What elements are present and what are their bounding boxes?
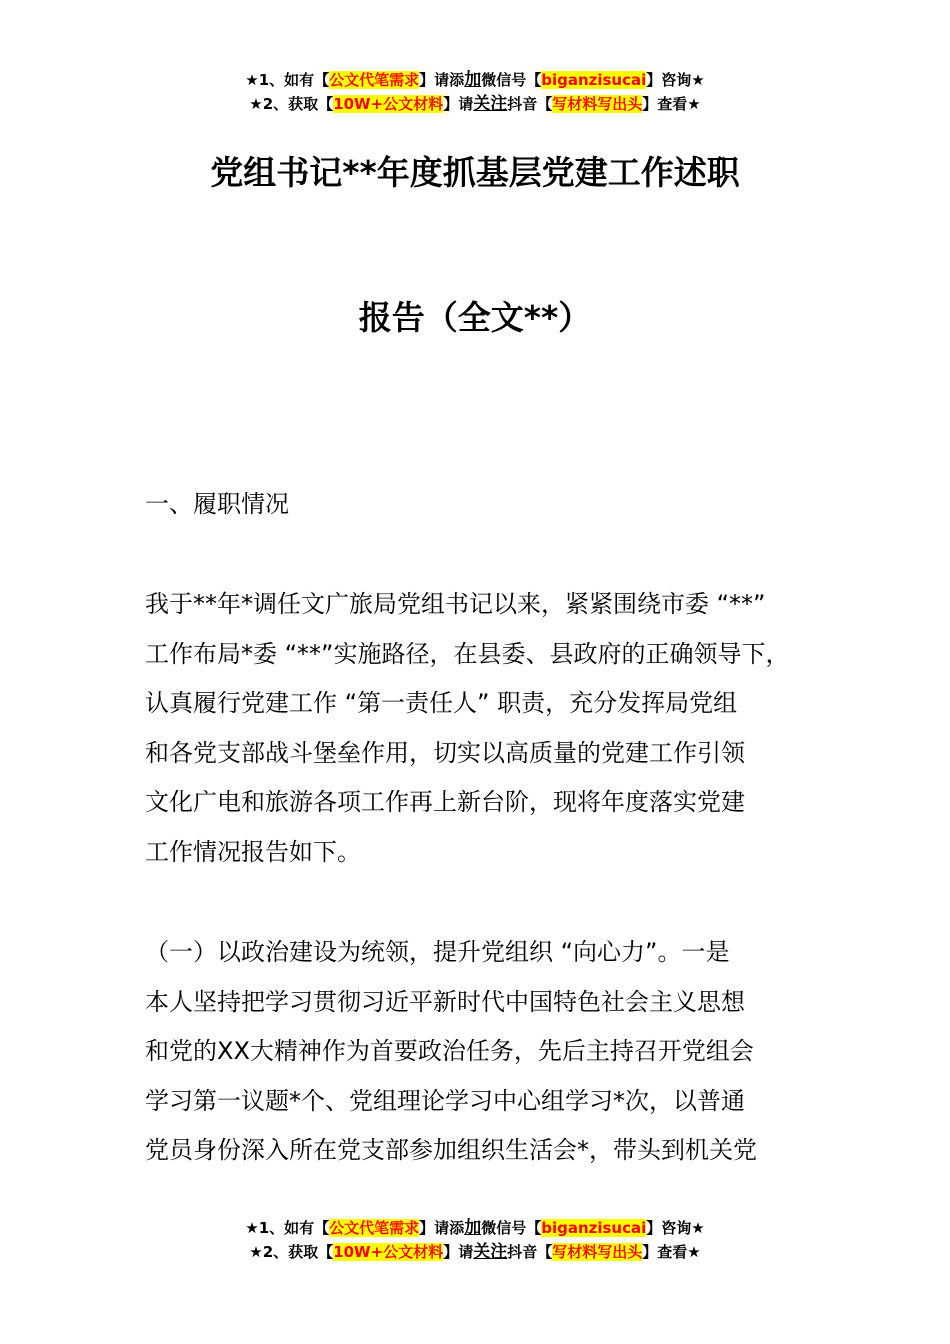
banner-highlight: 公文代笔需求 xyxy=(329,71,420,89)
banner-text: ★2、获取【 xyxy=(249,95,334,113)
banner-line-2 xyxy=(0,1240,950,1264)
banner-highlight: 10W+公文材料 xyxy=(333,95,444,113)
banner-text: ★1、如有【 xyxy=(245,1219,330,1237)
banner-text: 】查看★ xyxy=(642,95,701,113)
paragraph-line: 工作布局*委 “**”实施路径，在县委、县政府的正确领导下， xyxy=(145,639,790,668)
banner-text: 】咨询★ xyxy=(646,1219,705,1237)
document-title-line-2: 报告（全文**） xyxy=(358,298,592,337)
paragraph-line: 学习第一议题*个、党组理论学习中心组学习*次，以普通 xyxy=(145,1086,745,1115)
header-banner xyxy=(0,68,950,116)
banner-highlight: biganzisucai xyxy=(541,71,647,89)
banner-text: 】咨询★ xyxy=(646,71,705,89)
banner-text: ★1、如有【 xyxy=(245,71,330,89)
paragraph-line: 认真履行党建工作 “第一责任人” 职责，充分发挥局党组 xyxy=(145,689,738,717)
paragraph-line: 文化广电和旅游各项工作再上新台阶，现将年度落实党建 xyxy=(145,788,745,816)
banner-text: 】请添 xyxy=(419,71,465,89)
banner-text: ★2、获取【 xyxy=(249,1243,334,1261)
paragraph-line: 和党的XX大精神作为首要政治任务，先后主持召开党组会 xyxy=(145,1037,754,1065)
section-heading-text: 一、履职情况 xyxy=(145,490,289,518)
paragraph-2 xyxy=(145,928,835,1176)
footer-banner xyxy=(0,1216,950,1264)
document-title-line-1: 党组书记**年度抓基层党建工作述职 xyxy=(210,153,740,192)
banner-text: 】请 xyxy=(443,95,474,113)
banner-highlight: 公文代笔需求 xyxy=(329,1219,420,1237)
banner-highlight: 10W+公文材料 xyxy=(333,1243,444,1261)
banner-text: 抖音【 xyxy=(507,1243,553,1261)
banner-emphasis: 关注 xyxy=(473,94,508,114)
paragraph-line: 工作情况报告如下。 xyxy=(145,837,361,866)
banner-emphasis: 加 xyxy=(464,70,482,90)
banner-line-1 xyxy=(0,68,950,92)
paragraph-line: 党员身份深入所在党支部参加组织生活会*，带头到机关党 xyxy=(145,1136,757,1164)
banner-text: 微信号【 xyxy=(481,1219,542,1237)
paragraph-line: 本人坚持把学习贯彻习近平新时代中国特色社会主义思想 xyxy=(145,987,745,1016)
paragraph-1 xyxy=(145,580,835,877)
banner-line-2 xyxy=(0,92,950,116)
paragraph-line: 和各党支部战斗堡垒作用，切实以高质量的党建工作引领 xyxy=(145,738,745,767)
banner-line-1 xyxy=(0,1216,950,1240)
paragraph-line: （一）以政治建设为统领，提升党组织 “向心力”。一是 xyxy=(145,938,730,966)
banner-highlight: biganzisucai xyxy=(541,1219,647,1237)
banner-text: 抖音【 xyxy=(507,95,553,113)
paragraph-line: 我于**年*调任文广旅局党组书记以来，紧紧围绕市委 “**” xyxy=(145,590,766,618)
banner-text: 】查看★ xyxy=(642,1243,701,1261)
banner-text: 】请添 xyxy=(419,1219,465,1237)
banner-emphasis: 关注 xyxy=(473,1242,508,1262)
banner-text: 】请 xyxy=(443,1243,474,1261)
banner-emphasis: 加 xyxy=(464,1218,482,1238)
section-heading xyxy=(145,480,835,530)
banner-highlight: 写材料写出头 xyxy=(552,1243,643,1261)
banner-highlight: 写材料写出头 xyxy=(552,95,643,113)
banner-text: 微信号【 xyxy=(481,71,542,89)
